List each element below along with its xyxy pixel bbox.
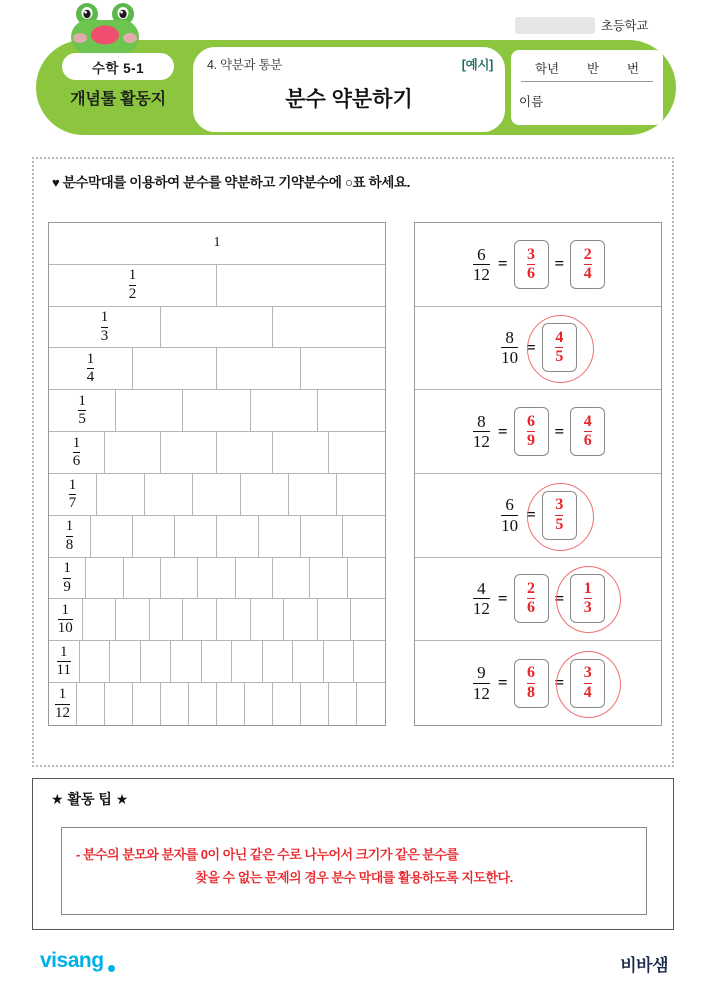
visang-logo-dot xyxy=(108,965,115,972)
fraction-denominator: 3 xyxy=(583,599,592,617)
fraction-bar-cell[interactable] xyxy=(124,558,161,599)
fraction-denominator: 8 xyxy=(527,683,535,701)
problem-expression xyxy=(471,659,605,708)
example-tag: [예시] xyxy=(461,58,493,72)
answer-fraction xyxy=(584,581,592,617)
fraction-bar-cell[interactable] xyxy=(310,558,347,599)
fraction-bar-cell[interactable] xyxy=(161,683,189,725)
heart-icon: ♥ xyxy=(52,175,60,190)
problem-expression xyxy=(499,323,577,372)
fraction-bar-cell[interactable] xyxy=(161,307,273,348)
fraction-denominator: 6 xyxy=(527,599,535,617)
answer-box-circled[interactable] xyxy=(542,491,577,540)
fraction-bar-row xyxy=(49,348,385,390)
fraction-bar-cell[interactable] xyxy=(77,683,105,725)
page-header xyxy=(0,0,706,150)
fraction-numerator: 1 xyxy=(72,434,81,451)
fraction-bar-label xyxy=(129,268,137,302)
fraction-numerator: 1 xyxy=(100,309,109,326)
fraction-bar-cell[interactable] xyxy=(133,683,161,725)
equals-sign: = xyxy=(526,505,536,525)
problem-row xyxy=(415,641,661,725)
fraction-bar-cell[interactable] xyxy=(301,683,329,725)
fraction-denominator: 6 xyxy=(72,453,81,470)
fraction-bar-cell[interactable] xyxy=(354,641,385,682)
answer-box-circled[interactable] xyxy=(570,659,605,708)
fraction-numerator: 6 xyxy=(477,244,486,264)
fraction-bar-cell[interactable] xyxy=(141,641,172,682)
given-fraction xyxy=(473,580,490,618)
fraction-bar-cell[interactable] xyxy=(145,474,193,515)
answer-fraction xyxy=(527,665,535,701)
equals-sign: = xyxy=(554,254,565,274)
fraction-bar-cell[interactable] xyxy=(329,683,357,725)
fraction-denominator: 12 xyxy=(472,599,490,619)
fraction-bar-label xyxy=(58,603,73,637)
fraction-bar-cell[interactable] xyxy=(232,641,263,682)
activity-tip-line-2: 찾을 수 없는 문제의 경우 분수 막대를 활용하도록 지도한다. xyxy=(195,869,513,885)
page-title: 분수 약분하기 xyxy=(285,88,413,111)
problem-expression xyxy=(471,407,605,456)
fraction-bar-cell[interactable] xyxy=(343,516,385,557)
title-card xyxy=(191,45,507,134)
problem-row xyxy=(415,307,661,391)
fraction-bar-diagram xyxy=(48,222,386,726)
fraction-bar-cell[interactable] xyxy=(80,641,111,682)
fraction-bar-cell[interactable] xyxy=(193,474,241,515)
fraction-bar-row xyxy=(49,599,385,641)
fraction-denominator: 4 xyxy=(86,369,95,386)
fraction-denominator: 9 xyxy=(63,578,71,595)
unit-label: 4. 약분과 통분 xyxy=(207,58,283,72)
fraction-bar-label xyxy=(66,519,74,553)
answer-fraction xyxy=(527,414,535,450)
fraction-bar-label xyxy=(57,645,71,679)
fraction-denominator: 9 xyxy=(527,432,535,450)
activity-tip-title: ★ 활동 팁 ★ xyxy=(51,791,129,807)
fraction-bar-cell[interactable] xyxy=(49,432,105,473)
fraction-bar-cell[interactable] xyxy=(241,474,289,515)
fraction-bar-cell[interactable] xyxy=(175,516,217,557)
fraction-bar-cell[interactable] xyxy=(217,516,259,557)
fraction-bar-cell[interactable] xyxy=(49,641,80,682)
fraction-numerator: 6 xyxy=(527,412,535,430)
fraction-bar-cell[interactable] xyxy=(329,432,385,473)
answer-fraction xyxy=(584,414,592,450)
fraction-denominator: 10 xyxy=(501,348,519,368)
fraction-numerator: 1 xyxy=(58,686,67,703)
fraction-bar-cell[interactable] xyxy=(105,432,161,473)
fraction-bar-cell[interactable] xyxy=(189,683,217,725)
equals-sign: = xyxy=(497,588,508,608)
fraction-numerator: 1 xyxy=(68,476,77,493)
fraction-bar-cell[interactable] xyxy=(217,683,245,725)
fraction-numerator: 4 xyxy=(583,412,592,430)
instruction-label: 분수막대를 이용하여 분수를 약분하고 기약분수에 ○표 하세요. xyxy=(62,175,410,190)
fraction-denominator: 8 xyxy=(65,536,74,553)
problem-row xyxy=(415,223,661,307)
fraction-numerator: 3 xyxy=(555,496,564,514)
fraction-numerator: 1 xyxy=(65,518,74,535)
fraction-bar-cell[interactable] xyxy=(198,558,235,599)
fraction-bar-row xyxy=(49,683,385,725)
fraction-bar-cell[interactable] xyxy=(161,558,198,599)
instruction-text xyxy=(52,171,410,191)
class-label: 반 xyxy=(586,62,600,76)
student-info-row xyxy=(521,59,653,82)
fraction-bar-label xyxy=(101,310,109,344)
fraction-denominator: 6 xyxy=(583,432,592,450)
fraction-numerator: 2 xyxy=(527,580,535,598)
fraction-bar-cell[interactable] xyxy=(351,599,385,640)
activity-tip-box xyxy=(61,827,647,915)
fraction-bar-cell[interactable] xyxy=(150,599,184,640)
fraction-bar-cell[interactable] xyxy=(289,474,337,515)
problem-row xyxy=(415,390,661,474)
fraction-denominator: 10 xyxy=(57,620,73,637)
fraction-bar-label xyxy=(63,561,71,595)
fraction-bar-label xyxy=(78,394,86,428)
answer-box[interactable] xyxy=(514,240,549,289)
problem-expression xyxy=(471,240,605,289)
fraction-bar-cell[interactable] xyxy=(105,683,133,725)
fraction-bar-cell[interactable] xyxy=(251,599,285,640)
fraction-denominator: 2 xyxy=(128,285,137,302)
fraction-bar-cell[interactable] xyxy=(245,683,273,725)
fraction-numerator: 3 xyxy=(583,664,592,682)
answer-fraction xyxy=(555,497,563,533)
fraction-bar-cell[interactable] xyxy=(284,599,318,640)
fraction-bar-cell[interactable] xyxy=(91,516,133,557)
activity-tip-panel xyxy=(32,778,674,930)
fraction-bar-cell[interactable] xyxy=(49,474,97,515)
fraction-bar-cell[interactable] xyxy=(133,348,217,389)
given-fraction xyxy=(501,329,518,367)
problem-row xyxy=(415,558,661,642)
fraction-bar-cell[interactable] xyxy=(133,516,175,557)
fraction-bar-row xyxy=(49,474,385,516)
fraction-bar-cell[interactable] xyxy=(202,641,233,682)
fraction-bar-cell[interactable] xyxy=(357,683,385,725)
fraction-denominator: 11 xyxy=(56,662,71,679)
visang-logo: visang xyxy=(40,949,104,972)
fraction-bar-cell[interactable] xyxy=(273,307,385,348)
fraction-bar-cell[interactable] xyxy=(273,432,329,473)
answer-fraction xyxy=(527,581,535,617)
fraction-bar-cell[interactable] xyxy=(217,348,301,389)
fraction-bar-cell[interactable] xyxy=(116,599,150,640)
fraction-numerator: 8 xyxy=(477,411,486,431)
school-name-field[interactable] xyxy=(515,17,595,34)
fraction-bar-cell[interactable] xyxy=(183,390,250,431)
answer-box-circled[interactable] xyxy=(542,323,577,372)
fraction-numerator: 6 xyxy=(527,664,535,682)
fraction-bar-cell[interactable] xyxy=(49,390,116,431)
fraction-bar-cell[interactable] xyxy=(217,265,385,306)
fraction-numerator: 1 xyxy=(86,351,95,368)
fraction-bar-row xyxy=(49,641,385,683)
fraction-bar-cell[interactable] xyxy=(324,641,355,682)
fraction-numerator: 4 xyxy=(555,329,564,347)
fraction-bar-row xyxy=(49,307,385,349)
problem-expression xyxy=(471,574,605,623)
answer-box[interactable] xyxy=(570,240,605,289)
fraction-bar-row xyxy=(49,223,385,265)
fraction-bar-label xyxy=(69,478,77,512)
fraction-denominator: 3 xyxy=(100,327,109,344)
fraction-denominator: 12 xyxy=(472,683,490,703)
fraction-bar-cell[interactable] xyxy=(337,474,385,515)
fraction-numerator: 2 xyxy=(583,245,592,263)
fraction-denominator: 6 xyxy=(527,264,535,282)
fraction-bar-cell[interactable] xyxy=(49,307,161,348)
fraction-bar-cell[interactable] xyxy=(259,516,301,557)
answer-box[interactable] xyxy=(514,659,549,708)
bibasaem-logo: 비바샘 xyxy=(620,956,668,975)
fraction-bar-cell[interactable] xyxy=(263,641,294,682)
fraction-bar-row xyxy=(49,516,385,558)
fraction-denominator: 12 xyxy=(55,704,70,721)
equals-sign: = xyxy=(497,673,508,693)
answer-fraction xyxy=(555,330,563,366)
fraction-numerator: 6 xyxy=(505,495,514,515)
equals-sign: = xyxy=(554,421,565,441)
fraction-bar-cell[interactable] xyxy=(273,558,310,599)
fraction-bar-cell[interactable] xyxy=(116,390,183,431)
fraction-numerator: 1 xyxy=(583,580,592,598)
fraction-bar-label xyxy=(55,687,70,721)
fraction-bar-cell[interactable] xyxy=(273,683,301,725)
fraction-bar-cell[interactable] xyxy=(49,223,385,264)
given-fraction xyxy=(473,413,490,451)
fraction-denominator: 10 xyxy=(501,515,519,535)
student-info-card xyxy=(511,50,663,125)
fraction-bar-cell[interactable] xyxy=(251,390,318,431)
fraction-bar-row xyxy=(49,558,385,600)
fraction-numerator: 8 xyxy=(505,328,514,348)
fraction-bar-cell[interactable] xyxy=(49,265,217,306)
fraction-denominator: 12 xyxy=(472,432,490,452)
fraction-denominator: 7 xyxy=(68,494,77,511)
subject-badge xyxy=(62,53,174,80)
equals-sign: = xyxy=(526,337,536,357)
fraction-bar-cell[interactable] xyxy=(348,558,385,599)
answer-fraction xyxy=(584,247,592,283)
fraction-bar-label: 1 xyxy=(213,235,221,251)
fraction-denominator: 5 xyxy=(78,411,86,428)
answer-box[interactable] xyxy=(514,574,549,623)
fraction-numerator: 9 xyxy=(477,663,486,683)
problem-row xyxy=(415,474,661,558)
fraction-bar-cell[interactable] xyxy=(49,516,91,557)
answer-box[interactable] xyxy=(570,407,605,456)
fraction-bar-cell[interactable] xyxy=(161,432,217,473)
school-label: 초등학교 xyxy=(601,19,649,33)
fraction-bar-cell[interactable] xyxy=(217,432,273,473)
fraction-denominator: 4 xyxy=(583,683,592,701)
fraction-denominator: 4 xyxy=(583,264,592,282)
name-label: 이름 xyxy=(519,95,544,109)
frog-mascot-icon xyxy=(63,2,147,54)
fraction-bar-cell[interactable] xyxy=(318,390,385,431)
fraction-numerator: 1 xyxy=(128,267,137,284)
equals-sign: = xyxy=(554,588,565,608)
fraction-numerator: 1 xyxy=(61,602,70,619)
fraction-bar-cell[interactable] xyxy=(318,599,352,640)
fraction-numerator: 4 xyxy=(477,579,486,599)
equals-sign: = xyxy=(497,421,508,441)
activity-tip-line-1: - 분수의 분모와 분자를 0이 아닌 같은 수로 나누어서 크기가 같은 분수를 xyxy=(76,847,459,862)
fraction-bar-cell[interactable] xyxy=(293,641,324,682)
subject-badge-label: 수학 5-1 xyxy=(91,60,145,76)
fraction-numerator: 1 xyxy=(60,643,68,660)
fraction-numerator: 3 xyxy=(527,245,535,263)
fraction-denominator: 5 xyxy=(555,515,564,533)
answer-fraction xyxy=(527,247,535,283)
problem-list xyxy=(414,222,662,726)
answer-box[interactable] xyxy=(514,407,549,456)
fraction-bar-row xyxy=(49,390,385,432)
fraction-bar-row xyxy=(49,432,385,474)
answer-fraction xyxy=(584,665,592,701)
given-fraction xyxy=(473,246,490,284)
fraction-bar-cell[interactable] xyxy=(217,599,251,640)
problem-expression xyxy=(499,491,577,540)
fraction-bar-cell[interactable] xyxy=(236,558,273,599)
grade-label: 학년 xyxy=(534,62,560,76)
fraction-bar-label xyxy=(87,352,95,386)
worksheet-type-label: 개념툴 활동지 xyxy=(70,91,166,108)
fraction-denominator: 5 xyxy=(555,348,564,366)
fraction-bar-cell[interactable] xyxy=(49,348,133,389)
fraction-bar-row xyxy=(49,265,385,307)
equals-sign: = xyxy=(554,673,565,693)
equals-sign: = xyxy=(497,254,508,274)
given-fraction xyxy=(501,496,518,534)
number-label: 번 xyxy=(626,62,640,76)
fraction-bar-cell[interactable] xyxy=(301,516,343,557)
fraction-bar-cell[interactable] xyxy=(49,558,86,599)
fraction-numerator: 1 xyxy=(78,392,86,409)
fraction-bar-cell[interactable] xyxy=(49,683,77,725)
fraction-bar-label xyxy=(73,436,81,470)
fraction-bar-cell[interactable] xyxy=(110,641,141,682)
page-footer xyxy=(0,935,706,995)
fraction-bar-cell[interactable] xyxy=(83,599,117,640)
fraction-denominator: 12 xyxy=(472,264,490,284)
given-fraction xyxy=(473,664,490,702)
fraction-numerator: 1 xyxy=(63,560,71,577)
fraction-bar-cell[interactable] xyxy=(301,348,385,389)
answer-box-circled[interactable] xyxy=(570,574,605,623)
fraction-bar-cell[interactable] xyxy=(49,599,83,640)
fraction-bar-cell[interactable] xyxy=(97,474,145,515)
fraction-bar-cell[interactable] xyxy=(86,558,123,599)
fraction-bar-cell[interactable] xyxy=(183,599,217,640)
fraction-bar-cell[interactable] xyxy=(171,641,202,682)
